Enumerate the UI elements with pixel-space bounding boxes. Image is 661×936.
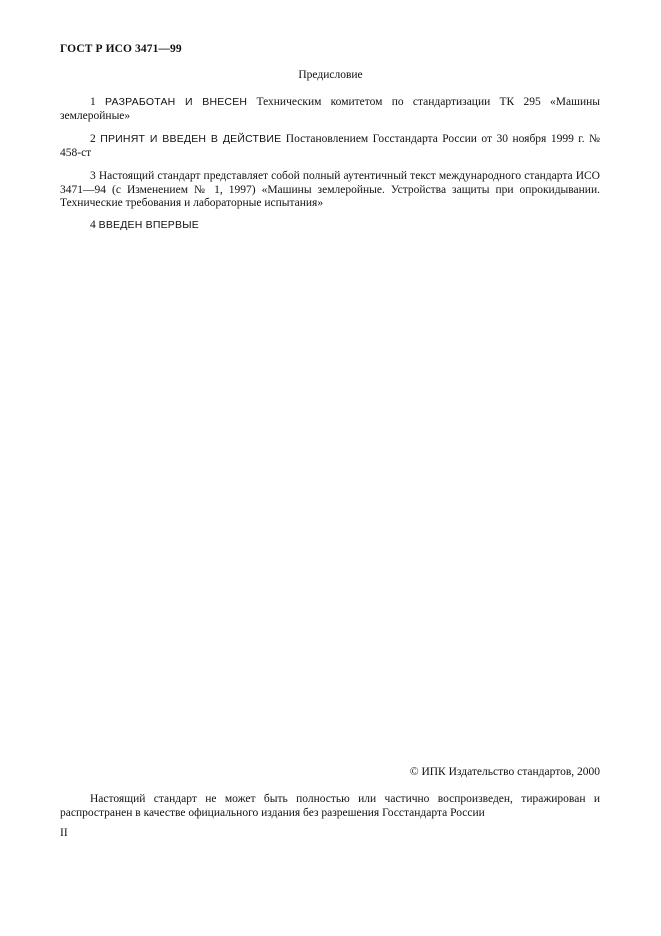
paragraph-4: [60, 219, 600, 233]
section-title: Предисловие: [298, 69, 363, 81]
paragraph-2-text: Постановлением Госстандарта России от 30 ноября 1999 г. № 458-ст: [60, 133, 601, 159]
paragraph-2-number: 2: [90, 133, 96, 145]
paragraph-4-number: 4: [90, 219, 96, 231]
paragraph-1-caps: РАЗРАБОТАН И ВНЕСЕН: [105, 96, 248, 108]
paragraph-4-caps: ВВЕДЕН ВПЕРВЫЕ: [98, 219, 199, 231]
paragraph-3: [60, 170, 600, 211]
paragraph-1: [60, 96, 600, 123]
paragraph-1-text: Техническим комитетом по стандартизации ТК 295 «Машины землеройные»: [60, 96, 600, 122]
copyright-line: © ИПК Издательство стандартов, 2000: [409, 766, 600, 778]
paragraph-3-text: Настоящий стандарт представляет собой полный аутентичный текст международного стандарта ИСО 3471—94 (с Изменением № 1, 1997) «Машины землеройные. Устройства защиты при опрокидывании. Технические требования и лабораторные испытания»: [60, 170, 600, 209]
page-number: II: [60, 827, 68, 839]
paragraph-2: [60, 133, 600, 160]
paragraph-1-number: 1: [90, 96, 96, 108]
document-code: ГОСТ Р ИСО 3471—99: [60, 43, 182, 55]
paragraph-2-caps: ПРИНЯТ И ВВЕДЕН В ДЕЙСТВИЕ: [100, 133, 282, 145]
paragraph-3-number: 3: [90, 170, 96, 182]
reproduction-notice: Настоящий стандарт не может быть полностью или частично воспроизведен, тиражирован и распространен в качестве официального издания без разрешения Госстандарта России: [60, 793, 600, 819]
